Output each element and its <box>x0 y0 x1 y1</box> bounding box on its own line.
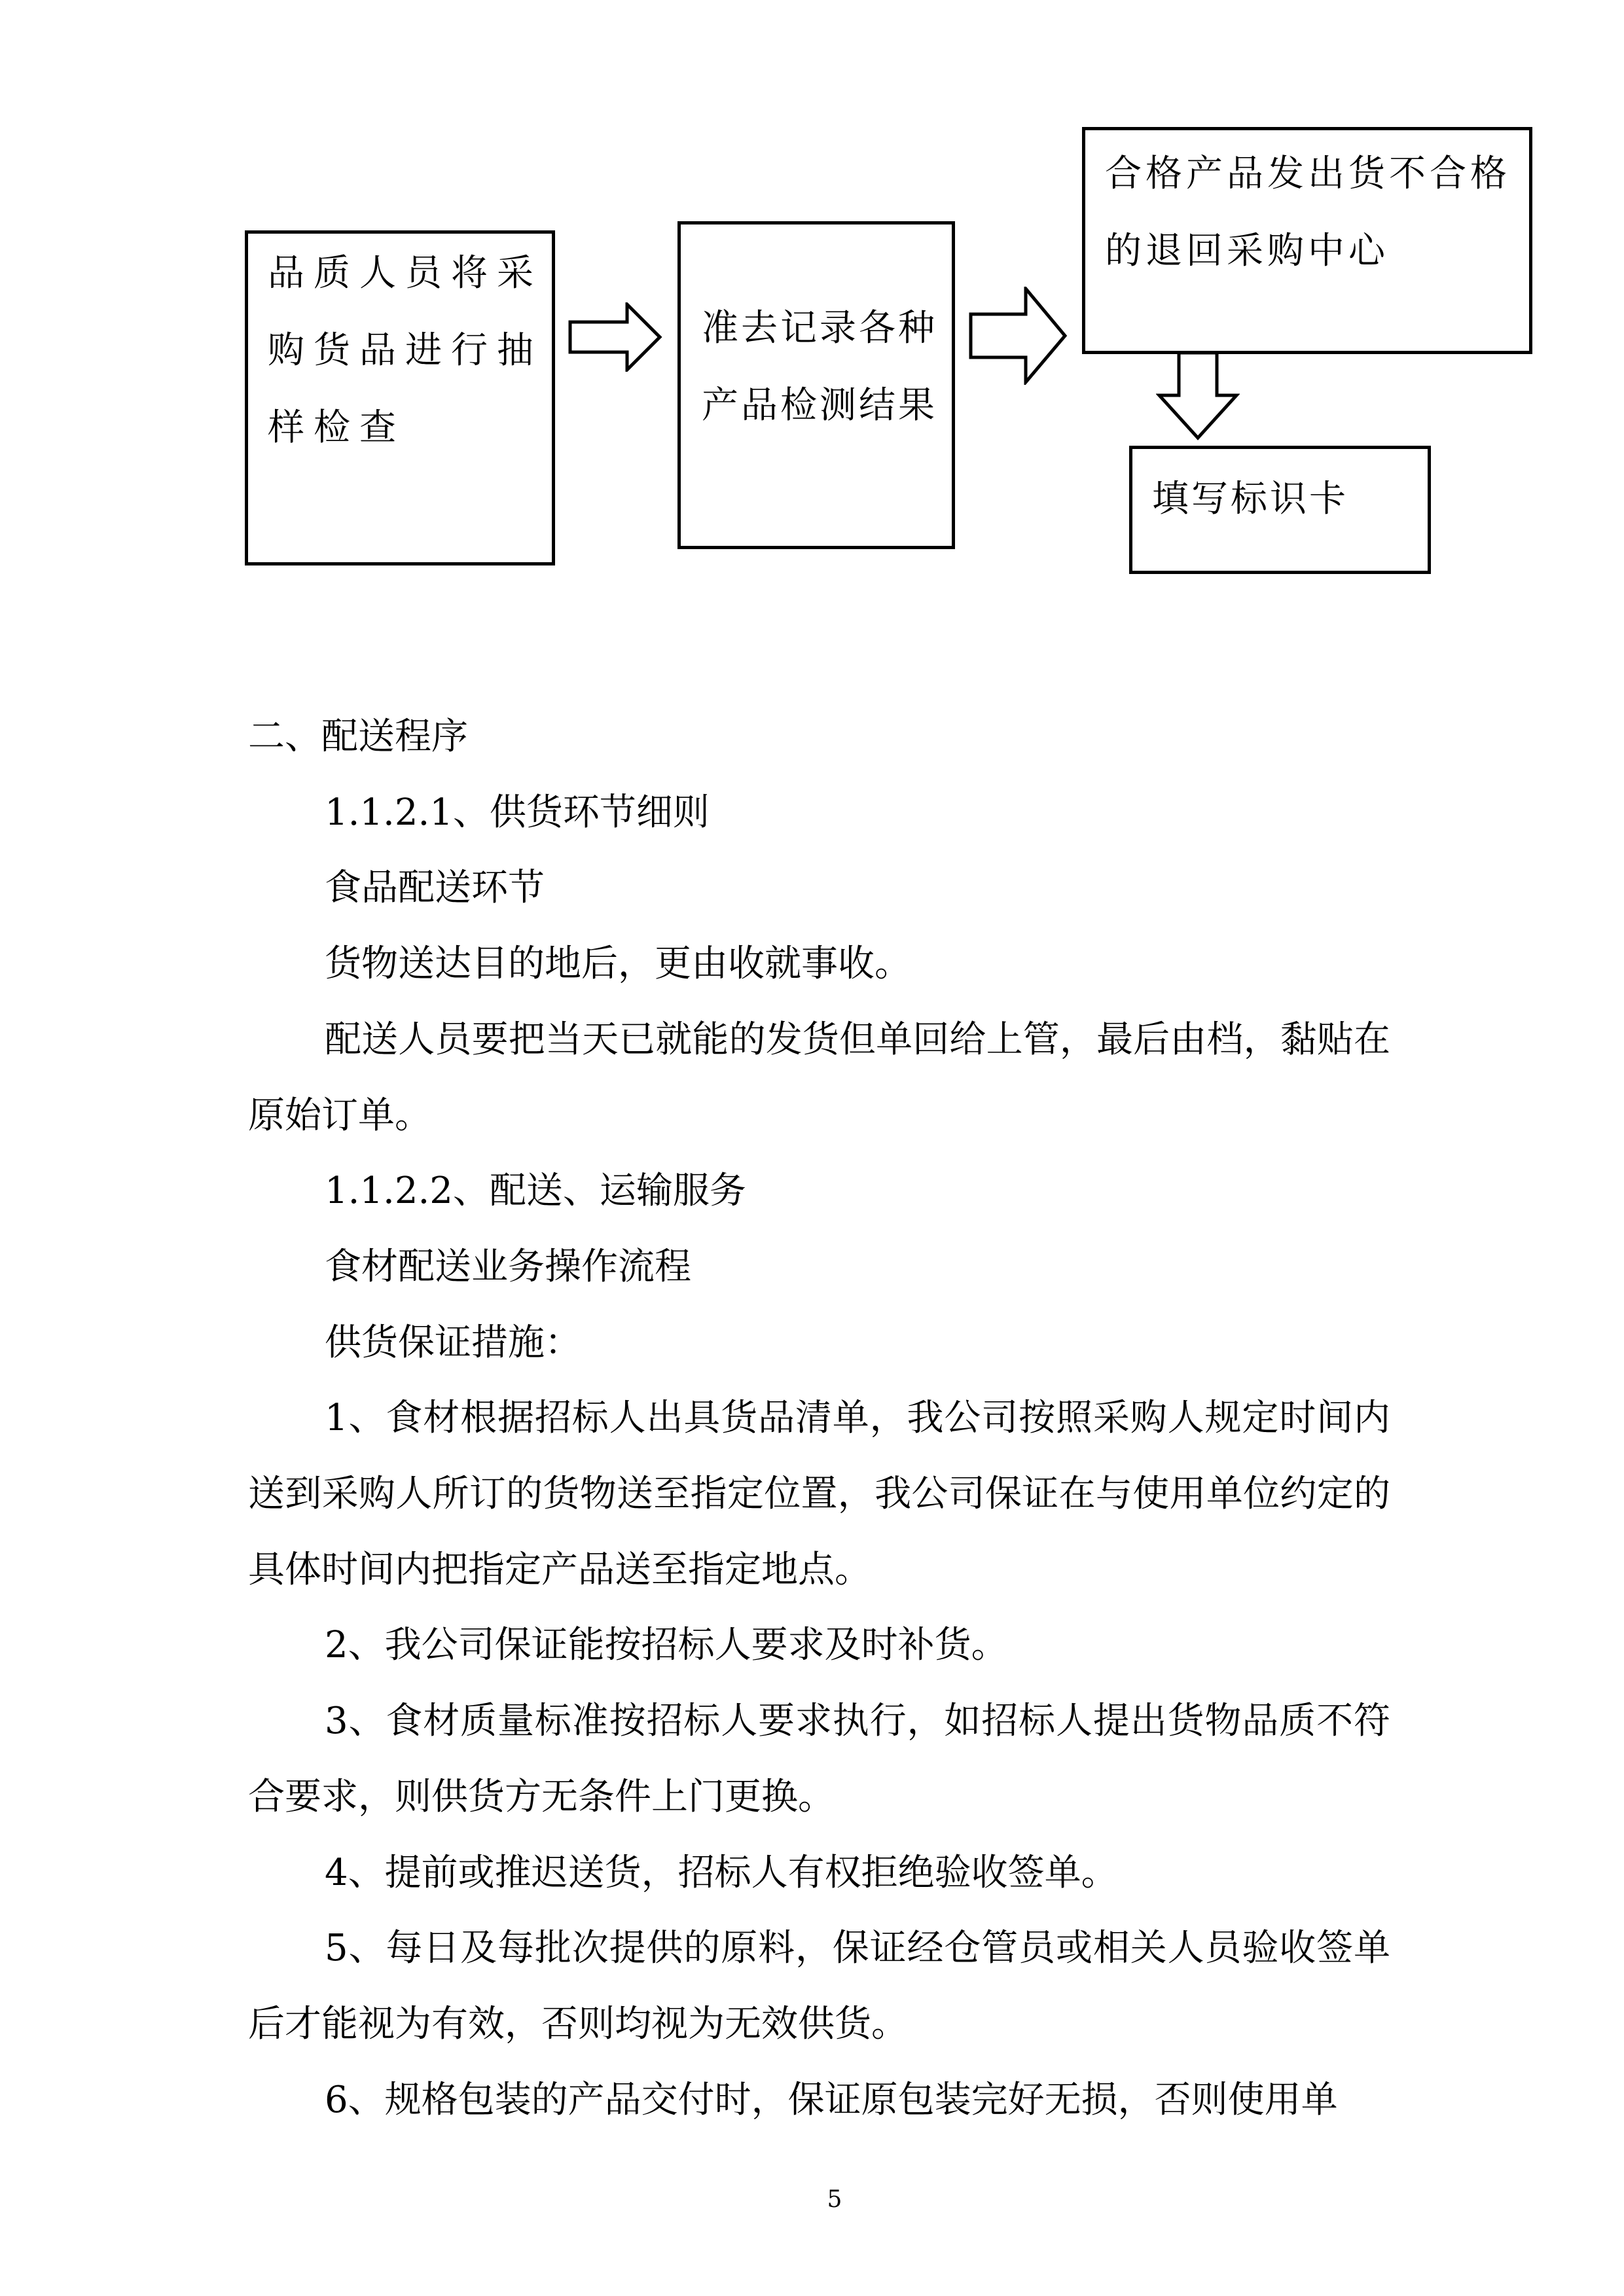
flow-box-text-line: 填写标识卡 <box>1152 478 1348 520</box>
right-arrow-icon <box>568 302 663 372</box>
right-arrow-icon <box>969 287 1068 385</box>
paragraph: 食材配送业务操作流程 <box>325 1245 691 1288</box>
paragraph: 6、规格包装的产品交付时，保证原包装完好无损，否则使用单 <box>325 2078 1338 2121</box>
paragraph: 配送人员要把当天已就能的发货但单回给上管，最后由档，黏贴在原始订单。 <box>248 1018 1390 1137</box>
page-number: 5 <box>827 2186 842 2213</box>
paragraph: 供货保证措施： <box>325 1321 581 1364</box>
flow-box-text-line: 购货品进行抽 <box>268 329 543 372</box>
paragraph: 1.1.2.1、供货环节细则 <box>325 791 710 834</box>
paragraph: 2、我公司保证能按招标人要求及时补货。 <box>325 1624 1008 1667</box>
paragraph: 4、提前或推迟送货，招标人有权拒绝验收签单。 <box>325 1851 1118 1894</box>
flow-box-text-line: 产品检测结果 <box>702 384 937 427</box>
paragraph: 食品配送环节 <box>325 867 545 910</box>
flow-box-text-line: 准去记录各种 <box>702 307 937 350</box>
down-arrow-icon <box>1156 351 1240 441</box>
flow-box-text-line: 样检查 <box>268 406 405 449</box>
paragraph: 货物送达目的地后，更由收就事收。 <box>325 942 911 986</box>
flow-box-record-results <box>677 221 955 549</box>
flow-box-text-line: 品质人员将采 <box>268 252 543 295</box>
paragraph: 1、食材根据招标人出具货品清单，我公司按照采购人规定时间内送到采购人所订的货物送至指定位置，我公司保证在与使用单位约定的具体时间内把指定产品送至指定地点。 <box>248 1397 1390 1591</box>
flow-box-fill-id-card <box>1129 446 1431 574</box>
paragraph: 5、每日及每批次提供的原料，保证经仓管员或相关人员验收签单后才能视为有效，否则均视为无效供货。 <box>248 1927 1390 2045</box>
document-body <box>248 699 1390 2138</box>
flow-box-sampling-inspection <box>245 230 555 565</box>
section-heading: 二、配送程序 <box>248 715 468 758</box>
flow-box-text-line: 的退回采购中心 <box>1105 230 1389 272</box>
paragraph: 1.1.2.2、配送、运输服务 <box>325 1170 746 1213</box>
flow-box-qualified-dispatch <box>1082 127 1532 354</box>
paragraph: 3、食材质量标准按招标人要求执行，如招标人提出货物品质不符合要求，则供货方无条件上门更换。 <box>248 1700 1390 1818</box>
flow-box-text-line: 合格产品发出货不合格 <box>1105 152 1511 195</box>
